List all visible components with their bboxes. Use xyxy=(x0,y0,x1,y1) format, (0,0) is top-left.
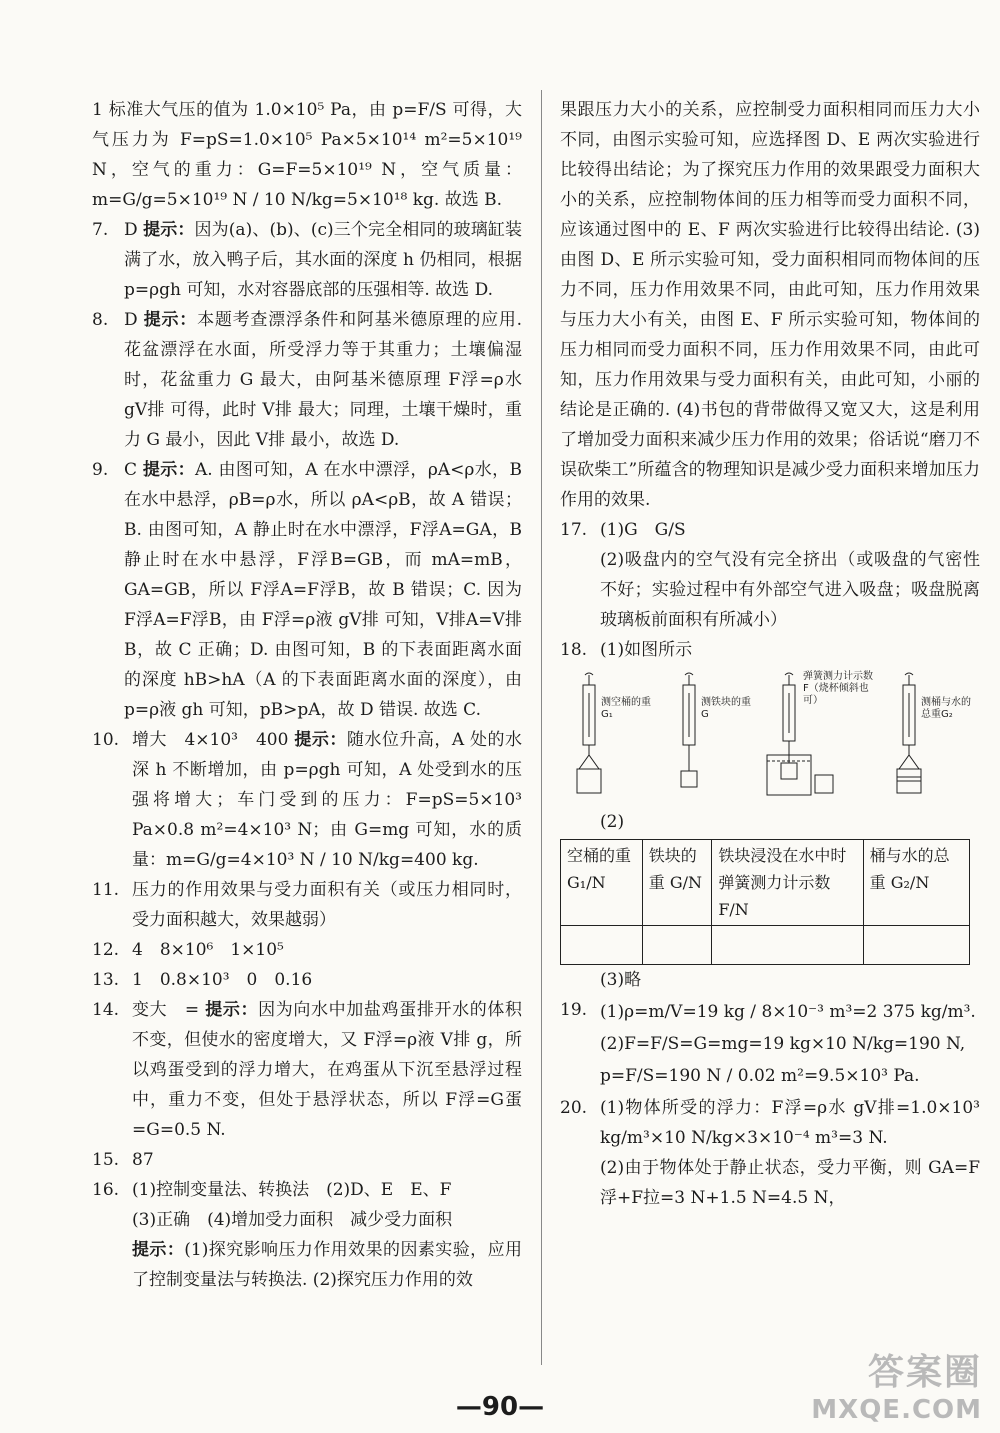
figure-label-3: 弹簧测力计示数F（烧杯倾斜也可） xyxy=(803,671,873,706)
left-column xyxy=(92,95,522,1295)
spring-scale-figure xyxy=(560,665,980,807)
watermark-url: MXQE.COM xyxy=(811,1395,982,1425)
q9-number: 9. xyxy=(92,460,109,480)
q7-hint-label: 提示： xyxy=(143,220,195,240)
figure-label-4: 测桶与水的总重G₂ xyxy=(921,697,971,720)
question-13 xyxy=(92,965,522,995)
q19-line-3: p=F/S=190 N / 0.02 m²=9.5×10³ Pa. xyxy=(600,1066,920,1086)
question-12 xyxy=(92,935,522,965)
q17-answer-1: (1)G G/S xyxy=(600,520,686,540)
table-header-cell: 桶与水的总重 G₂/N xyxy=(863,840,969,926)
q18-answer-2: (2) xyxy=(600,812,625,832)
question-11 xyxy=(92,875,522,935)
table-cell xyxy=(863,926,969,965)
q11-answer: 压力的作用效果与受力面积有关（或压力相同时，受力面积越大，效果越弱） xyxy=(132,880,522,930)
question-8 xyxy=(92,305,522,455)
question-15 xyxy=(92,1145,522,1175)
data-table xyxy=(560,839,970,965)
table-header-cell: 空桶的重 G₁/N xyxy=(561,840,643,926)
q9-hint-label: 提示： xyxy=(142,460,195,480)
table-header-cell: 铁块浸没在水中时弹簧测力计示数 F/N xyxy=(712,840,863,926)
question-7 xyxy=(92,215,522,305)
q17-number: 17. xyxy=(560,520,588,540)
q13-answer: 1 0.8×10³ 0 0.16 xyxy=(132,970,313,990)
figure-label-2: 测铁块的重G xyxy=(701,697,751,720)
q14-answer: 变大 = xyxy=(132,1000,200,1020)
table-header-row xyxy=(561,840,970,926)
q16-line1: (1)控制变量法、转换法 (2)D、E E、F xyxy=(132,1180,452,1200)
right-column xyxy=(560,95,980,1213)
page-number: —90— xyxy=(455,1392,545,1422)
q7-number: 7. xyxy=(92,220,109,240)
figure-iron-block xyxy=(665,671,760,801)
q16-line2: (3)正确 (4)增加受力面积 减少受力面积 xyxy=(132,1210,453,1230)
table-row xyxy=(561,926,970,965)
spring-scale-block-icon xyxy=(665,671,760,801)
figure-empty-bucket xyxy=(565,671,660,801)
watermark xyxy=(811,1344,982,1425)
table-cell xyxy=(712,926,863,965)
spring-scale-bucket-icon xyxy=(565,671,660,801)
figure-immersed-block xyxy=(765,671,880,801)
q19-line-2: (2)F=F/S=G=mg=19 kg×10 N/kg=190 N, xyxy=(600,1034,966,1054)
q10-number: 10. xyxy=(92,730,120,750)
q16-number: 16. xyxy=(92,1180,120,1200)
q18-answer-3: (3)略 xyxy=(600,970,642,990)
q17-answer-2: (2)吸盘内的空气没有完全挤出（或吸盘的气密性不好；实验过程中有外部空气进入吸盘；吸盘脱离玻璃板前面积有所减小） xyxy=(600,550,980,630)
question-9 xyxy=(92,455,522,725)
q9-hint-text: A. 由图可知，A 在水中漂浮，ρA<ρ水，B 在水中悬浮，ρB=ρ水，所以 ρA<ρB，故 A 错误；B. 由图可知，A 静止时在水中漂浮，F浮A=GA，B 静止时在水中悬浮，F浮B=GB，而 mA=mB，GA=GB，所以 F浮A=F浮B，故 B 错误；C. 因为 F浮A=F浮B，由 F浮=ρ液 gV排 可知，V排A=V排B，故 C 正确；D. 由图可知，B 的下表面距离水面的深度 hB>hA（A 的下表面距离水面的深度），由 p=ρ液 gh 可知，pB>pA，故 D 错误. 故选 C. xyxy=(124,460,522,720)
q16-continued: 果跟压力大小的关系，应控制受力面积相同而压力大小不同，由图示实验可知，应选择图 D、E 两次实验进行比较得出结论；为了探究压力作用的效果跟受力面积大小的关系，应控制物体间的压力相等而受力面积不同，应该通过图中的 E、F 两次实验进行比较得出结论. (3)由图 D、E 所示实验可知，受力面积相同而物体间的压力不同，压力作用效果不同，由此可知，压力作用效果与压力大小有关，由图 E、F 所示实验可知，物体间的压力相同而受力面积不同，压力作用效果不同，由此可知，压力作用效果与受力面积有关，由此可知，小丽的结论是正确的. (4)书包的背带做得又宽又大，这是利用了增加受力面积来减少压力作用的效果；俗话说“磨刀不误砍柴工”所蕴含的物理知识是减少受力面积来增加压力作用的效果. xyxy=(560,100,980,510)
question-19 xyxy=(560,995,980,1093)
q19-number: 19. xyxy=(560,1000,588,1020)
q7-answer: D xyxy=(124,220,138,240)
q8-hint-text: 本题考查漂浮条件和阿基米德原理的应用. 花盆漂浮在水面，所受浮力等于其重力；土壤偏湿时，花盆重力 G 最大，由阿基米德原理 F浮=ρ水 gV排 可得，此时 V排 最大；同理，土壤干燥时，重力 G 最小，因此 V排 最小，故选 D. xyxy=(124,310,523,450)
spring-scale-water-bucket-icon xyxy=(885,671,980,801)
q18-answer-1: (1)如图所示 xyxy=(600,640,693,660)
q9-answer: C xyxy=(124,460,138,480)
table-header-cell: 铁块的重 G/N xyxy=(642,840,712,926)
q16-hint-label: 提示： xyxy=(132,1240,185,1260)
q20-line-1: (1)物体所受的浮力：F浮=ρ水 gV排=1.0×10³ kg/m³×10 N/kg×3×10⁻⁴ m³=3 N. xyxy=(600,1098,980,1148)
q8-answer: D xyxy=(124,310,138,330)
q12-answer: 4 8×10⁶ 1×10⁵ xyxy=(132,940,284,960)
q11-number: 11. xyxy=(92,880,120,900)
q14-number: 14. xyxy=(92,1000,120,1020)
q10-hint-label: 提示： xyxy=(294,730,347,750)
q19-line-1: (1)ρ=m/V=19 kg / 8×10⁻³ m³=2 375 kg/m³. xyxy=(600,1002,976,1022)
q10-answer: 增大 4×10³ 400 xyxy=(132,730,289,750)
watermark-logo: 答案圈 xyxy=(867,1352,982,1393)
question-20 xyxy=(560,1093,980,1213)
table-cell xyxy=(642,926,712,965)
question-16 xyxy=(92,1175,522,1295)
q7-hint-text: 因为(a)、(b)、(c)三个完全相同的玻璃缸装满了水，放入鸭子后，其水面的深度 h 仍相同，根据 p=ρgh 可知，水对容器底部的压强相等. 故选 D. xyxy=(124,220,522,300)
q13-number: 13. xyxy=(92,970,120,990)
q18-number: 18. xyxy=(560,640,588,660)
q15-number: 15. xyxy=(92,1150,120,1170)
q14-hint-text: 因为向水中加盐鸡蛋排开水的体积不变，但使水的密度增大，又 F浮=ρ液 V排 g，所以鸡蛋受到的浮力增大，在鸡蛋从下沉至悬浮过程中，重力不变，但处于悬浮状态，所以 F浮=G蛋=G=0.5 N. xyxy=(132,1000,523,1140)
q15-answer: 87 xyxy=(132,1150,154,1170)
q8-hint-label: 提示： xyxy=(143,310,198,330)
q20-number: 20. xyxy=(560,1098,588,1118)
question-18 xyxy=(560,635,980,665)
q16-hint-text: (1)探究影响压力作用效果的因素实验，应用了控制变量法与转换法. (2)探究压力作用的效 xyxy=(132,1240,522,1290)
question-17 xyxy=(560,515,980,635)
column-divider xyxy=(541,90,542,1365)
q6-continued: 1 标准大气压的值为 1.0×10⁵ Pa，由 p=F/S 可得，大气压力为 F=pS=1.0×10⁵ Pa×5×10¹⁴ m²=5×10¹⁹ N，空气的重力：G=F=5×10¹⁹ N，空气质量：m=G/g=5×10¹⁹ N / 10 N/kg=5×10¹⁸ kg. 故选 B. xyxy=(92,100,522,210)
q12-number: 12. xyxy=(92,940,120,960)
figure-bucket-water xyxy=(885,671,980,801)
question-10 xyxy=(92,725,522,875)
question-14 xyxy=(92,995,522,1145)
q20-line-2: (2)由于物体处于静止状态，受力平衡，则 GA=F浮+F拉=3 N+1.5 N=4.5 N， xyxy=(600,1158,980,1208)
q14-hint-label: 提示： xyxy=(205,1000,259,1020)
table-cell xyxy=(561,926,643,965)
q8-number: 8. xyxy=(92,310,109,330)
q10-hint-text: 随水位升高，A 处的水深 h 不断增加，由 p=ρgh 可知，A 处受到水的压强将增大；车门受到的压力：F=pS=5×10³ Pa×0.8 m²=4×10³ N；由 G=mg 可知，水的质量：m=G/g=4×10³ N / 10 N/kg=400 kg. xyxy=(132,730,522,870)
figure-label-1: 测空桶的重G₁ xyxy=(601,697,651,720)
